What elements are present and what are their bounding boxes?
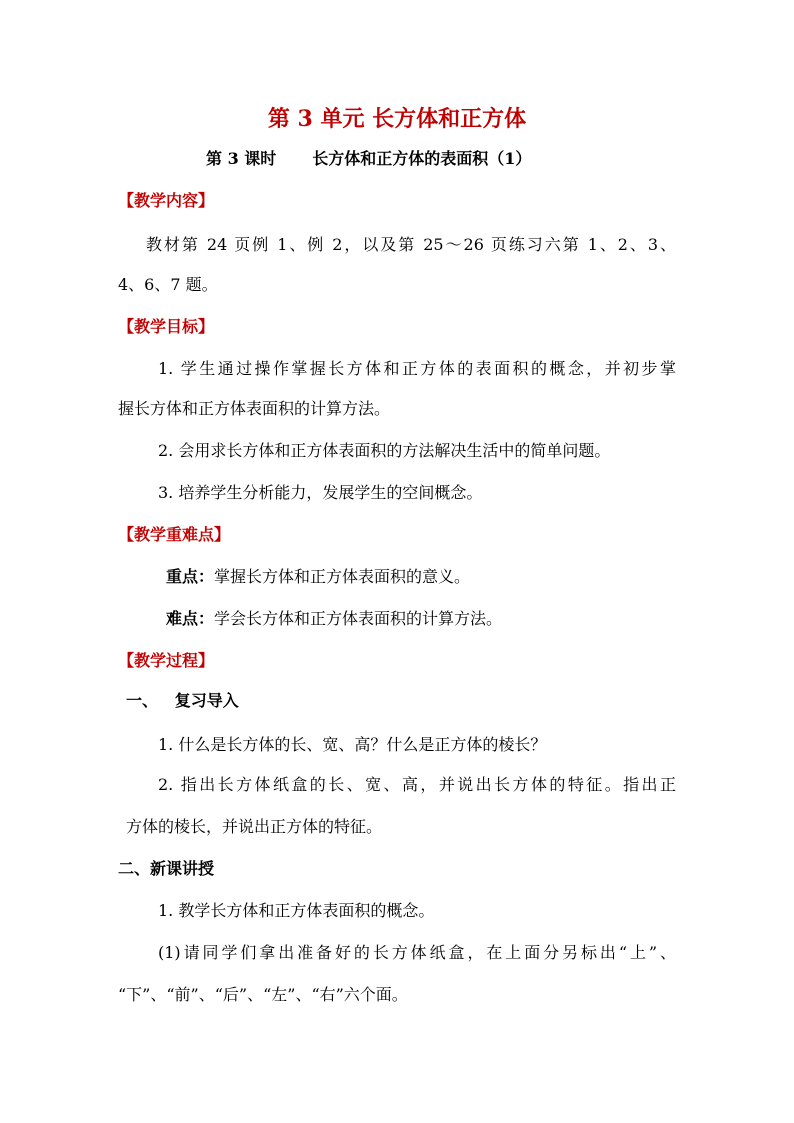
section-heading-keypoints: 【教学重难点】 — [118, 525, 231, 544]
key-point-text: 掌握长方体和正方体表面积的意义。 — [214, 567, 471, 586]
goal-3: 3. 培养学生分析能力，发展学生的空间概念。 — [158, 483, 483, 502]
new-lesson-sub-1-line2: “下”、“前”、“后”、“左”、“右”六个面。 — [118, 985, 408, 1004]
new-lesson-item-1: 1. 教学长方体和正方体表面积的概念。 — [158, 901, 435, 920]
goal-1-line2: 握长方体和正方体表面积的计算方法。 — [118, 399, 391, 418]
difficult-point-text: 学会长方体和正方体表面积的计算方法。 — [214, 609, 503, 628]
section-heading-process: 【教学过程】 — [118, 651, 215, 670]
content-text-line1: 教材第 24 页例 1、例 2，以及第 25～26 页练习六第 1、2、3、 — [146, 235, 676, 254]
part-1-title: 一、 复习导入 — [126, 691, 239, 710]
lesson-name: 长方体和正方体的表面积（1） — [312, 149, 532, 168]
lesson-subtitle — [206, 148, 531, 170]
review-question-1: 1. 什么是长方体的长、宽、高？什么是正方体的棱长？ — [158, 735, 547, 754]
part-2-title: 二、新课讲授 — [118, 859, 215, 878]
difficult-point-label: 难点： — [166, 609, 215, 628]
difficult-point — [166, 608, 502, 630]
review-question-2-line2: 方体的棱长，并说出正方体的特征。 — [126, 817, 383, 836]
key-point — [166, 566, 470, 588]
section-heading-goals: 【教学目标】 — [118, 317, 215, 336]
goal-2: 2. 会用求长方体和正方体表面积的方法解决生活中的简单问题。 — [158, 441, 611, 460]
lesson-number: 第 3 课时 — [206, 149, 277, 168]
review-question-2-line1: 2. 指出长方体纸盒的长、宽、高，并说出长方体的特征。指出正 — [158, 775, 676, 794]
goal-1-line1: 1. 学生通过操作掌握长方体和正方体的表面积的概念，并初步掌 — [158, 359, 676, 378]
page-title: 第 3 单元 长方体和正方体 — [267, 106, 527, 132]
section-heading-content: 【教学内容】 — [118, 191, 215, 210]
key-point-label: 重点： — [166, 567, 215, 586]
content-text-line2: 4、6、7 题。 — [118, 275, 218, 294]
new-lesson-sub-1-line1: (1)请同学们拿出准备好的长方体纸盒，在上面分另标出“上”、 — [158, 943, 676, 962]
